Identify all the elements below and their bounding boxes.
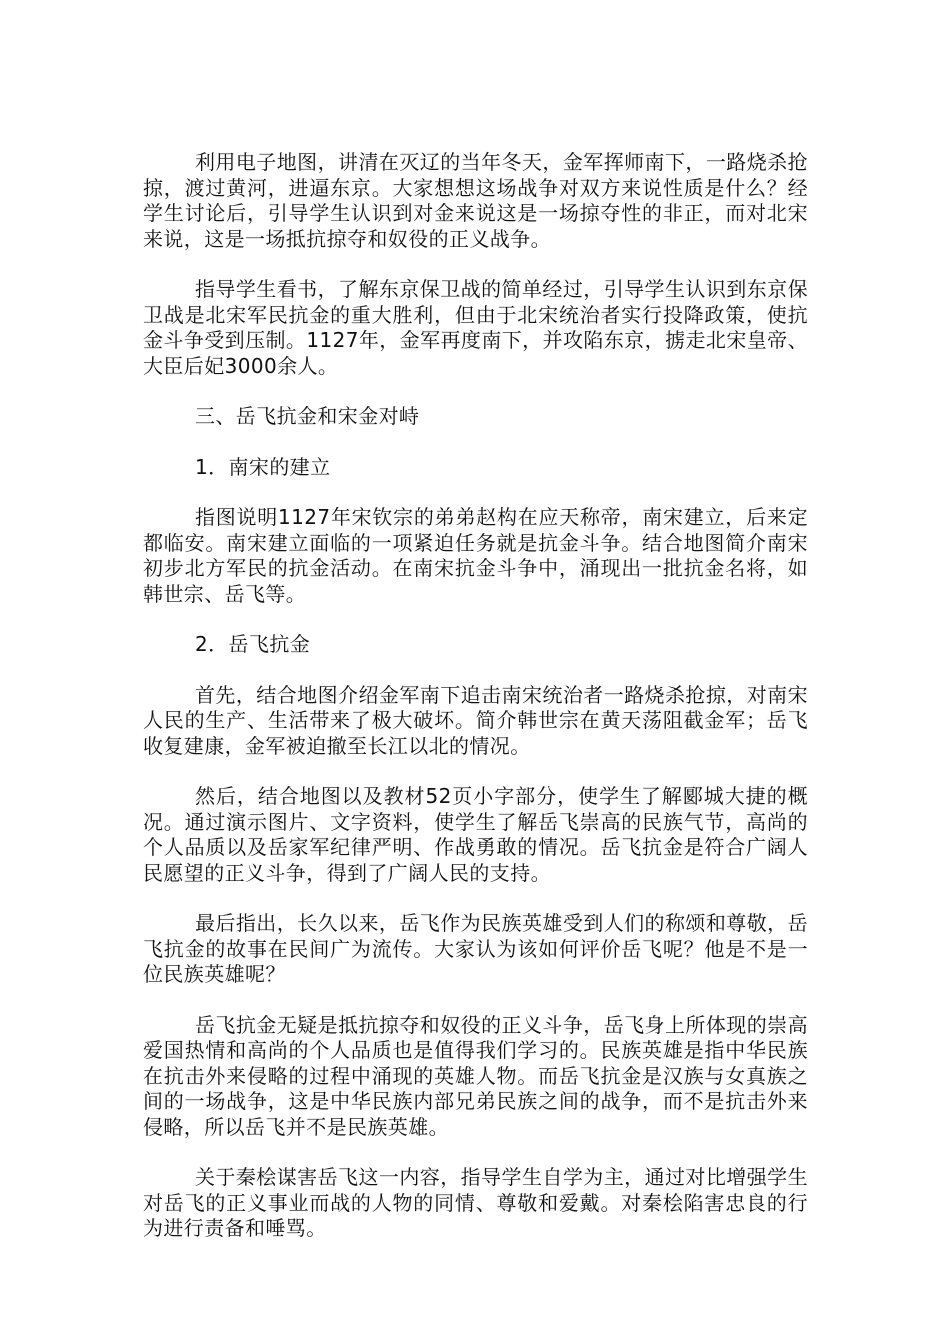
paragraph: 关于秦桧谋害岳飞这一内容，指导学生自学为主，通过对比增强学生对岳飞的正义事业而战的人物的同情、尊敬和爱戴。对秦桧陷害忠良的行为进行责备和唾骂。 [143, 1165, 808, 1240]
paragraph: 然后，结合地图以及教材52页小字部分，使学生了解郾城大捷的概况。通过演示图片、文字资料，使学生了解岳飞崇高的民族气节，高尚的个人品质以及岳家军纪律严明、作战勇敢的情况。岳飞抗金是符合广阔人民愿望的正义斗争，得到了广阔人民的支持。 [143, 784, 808, 885]
paragraph: 岳飞抗金无疑是抵抗掠夺和奴役的正义斗争，岳飞身上所体现的崇高爱国热情和高尚的个人品质也是值得我们学习的。民族英雄是指中华民族在抗击外来侵略的过程中涌现的英雄人物。而岳飞抗金是汉族与女真族之间的一场战争，这是中华民族内部兄弟民族之间的战争，而不是抗击外来侵略，所以岳飞并不是民族英雄。 [143, 1012, 808, 1139]
paragraph: 指图说明1127年宋钦宗的弟弟赵构在应天称帝，南宋建立，后来定都临安。南宋建立面临的一项紧迫任务就是抗金斗争。结合地图简介南宋初步北方军民的抗金活动。在南宋抗金斗争中，涌现出一批抗金名将，如韩世宗、岳飞等。 [143, 505, 808, 606]
paragraph: 利用电子地图，讲清在灭辽的当年冬天，金军挥师南下，一路烧杀抢掠，渡过黄河，进逼东京。大家想想这场战争对双方来说性质是什么？经学生讨论后，引导学生认识到对金来说这是一场掠夺性的非正，而对北宋来说，这是一场抵抗掠夺和奴役的正义战争。 [143, 150, 808, 251]
paragraph: 指导学生看书，了解东京保卫战的简单经过，引导学生认识到东京保卫战是北宋军民抗金的重大胜利，但由于北宋统治者实行投降政策，使抗金斗争受到压制。1127年，金军再度南下，并攻陷东京，掳走北宋皇帝、大臣后妃3000余人。 [143, 277, 808, 378]
subsection-heading: 1．南宋的建立 [195, 454, 331, 479]
document-body [143, 150, 808, 1267]
paragraph: 首先，结合地图介绍金军南下追击南宋统治者一路烧杀抢掠，对南宋人民的生产、生活带来了极大破坏。简介韩世宗在黄天荡阻截金军；岳飞收复建康，金军被迫撤至长江以北的情况。 [143, 682, 808, 758]
paragraph: 最后指出，长久以来，岳飞作为民族英雄受到人们的称颂和尊敬，岳飞抗金的故事在民间广为流传。大家认为该如何评价岳飞呢？他是不是一位民族英雄呢？ [143, 911, 808, 986]
subsection-heading: 2．岳飞抗金 [195, 632, 311, 656]
section-heading: 三、岳飞抗金和宋金对峙 [195, 404, 420, 428]
